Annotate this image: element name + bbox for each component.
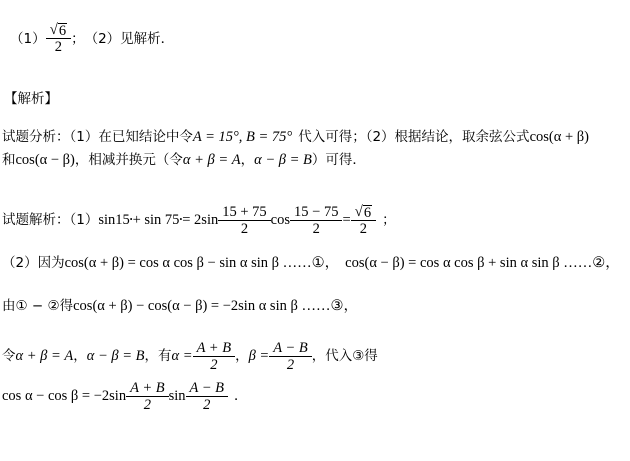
substitute-label: 令 [2, 348, 16, 364]
substitute-comma-2: ， [235, 348, 249, 364]
idea-and: 和 [2, 152, 16, 168]
solution-part1-line: 试题解析：（1） sin15 • + sin 75 • = 2sin $\frac{15 + 75}{2}$ cos $\frac{15 - 75}{2}$ = √ 6 2 ； [2, 203, 396, 237]
idea-sub-b: α − β = B [254, 152, 312, 168]
answer-part1-label: （1） [10, 30, 46, 47]
substitute-alpha: α = [171, 348, 193, 364]
final-lhs: cos α − cos β = −2sin [2, 388, 127, 404]
final-frac1-den: 2 [126, 396, 169, 413]
substitute-a: α + β = A [15, 348, 74, 364]
part2-formula-2: cos(α − β) = cos α cos β + sin α sin β ……②， [345, 255, 620, 271]
subtract-formula: cos(α + β) − cos(α − β) = −2sin α sin β ……③， [73, 298, 358, 314]
final-frac1-num: A + B [130, 379, 165, 396]
final-frac2-num: A − B [189, 379, 225, 396]
idea-middle: 代入可得；（2）根据结论，取余弦公式 [298, 129, 530, 145]
solution-fraction-1 [220, 204, 268, 237]
analysis-header: 【解析】 [4, 91, 58, 107]
final-frac-1 [128, 380, 167, 413]
solution-label: 试题解析：（1） [2, 212, 99, 228]
final-line [2, 376, 248, 416]
idea-line-1 [2, 128, 589, 146]
solution-result: √ 6 2 [353, 204, 374, 237]
solution-end: ； [382, 212, 396, 228]
idea-comma: ， [240, 152, 255, 168]
solution-lhs: sin15 [98, 212, 130, 228]
substitute-alpha-frac [195, 340, 234, 373]
part2-label: （2）因为 [2, 255, 65, 271]
answer-separator: ； [71, 30, 85, 47]
solution-frac1-num: 15 + 75 [222, 203, 267, 220]
answer-denominator: 2 [46, 38, 71, 55]
substitute-beta-frac [271, 340, 310, 373]
substitute-comma-1: ， [73, 348, 87, 364]
subtract-line [2, 297, 358, 315]
final-sin: sin [168, 388, 186, 404]
final-frac-2 [188, 380, 227, 413]
solution-cos: cos [270, 212, 291, 228]
idea-subtract-text: ，相减并换元（令 [74, 152, 183, 168]
final-frac2-den: 2 [186, 396, 229, 413]
answer-fraction: √ 6 2 [48, 22, 69, 55]
solution-frac2-num: 15 − 75 [294, 203, 339, 220]
idea-condition: A = 15°, B = 75° [192, 129, 293, 145]
alpha-num: A + B [196, 339, 232, 356]
solution-fraction-2 [292, 204, 340, 237]
analysis-header-line [4, 90, 58, 108]
solution-plus: + sin 75 [132, 212, 180, 228]
substitute-beta: β = [248, 348, 270, 364]
beta-den: 2 [269, 356, 312, 373]
solution-eq2: = [342, 212, 351, 228]
answer-radicand: 6 [58, 23, 67, 39]
substitute-end: ，代入③得 [311, 348, 378, 364]
substitute-have: ，有 [144, 348, 172, 364]
substitute-b: α − β = B [86, 348, 145, 364]
answer-line [10, 22, 174, 55]
solution-result-den: 2 [351, 220, 376, 237]
beta-num: A − B [273, 339, 308, 356]
idea-prefix: 试题分析：（1）在已知结论中令 [2, 129, 193, 145]
subtract-label: 由① − ②得 [2, 298, 74, 314]
alpha-den: 2 [193, 356, 236, 373]
part2-line [2, 254, 620, 272]
solution-result-radicand: 6 [363, 204, 372, 221]
idea-formula-diff: cos(α − β) [15, 152, 75, 168]
solution-eq: = 2sin [182, 212, 219, 228]
idea-end: ）可得． [311, 152, 366, 168]
idea-sub-a: α + β = A [182, 152, 241, 168]
substitute-line [2, 336, 378, 376]
solution-frac2-den: 2 [290, 220, 342, 237]
solution-frac1-den: 2 [218, 220, 270, 237]
idea-formula-sum: cos(α + β) [529, 129, 589, 145]
answer-part2: （2）见解析． [84, 30, 175, 47]
part2-formula-1: cos(α + β) = cos α cos β − sin α sin β ……①， [64, 255, 340, 271]
idea-line-2 [2, 151, 366, 169]
final-end: ． [234, 388, 248, 404]
